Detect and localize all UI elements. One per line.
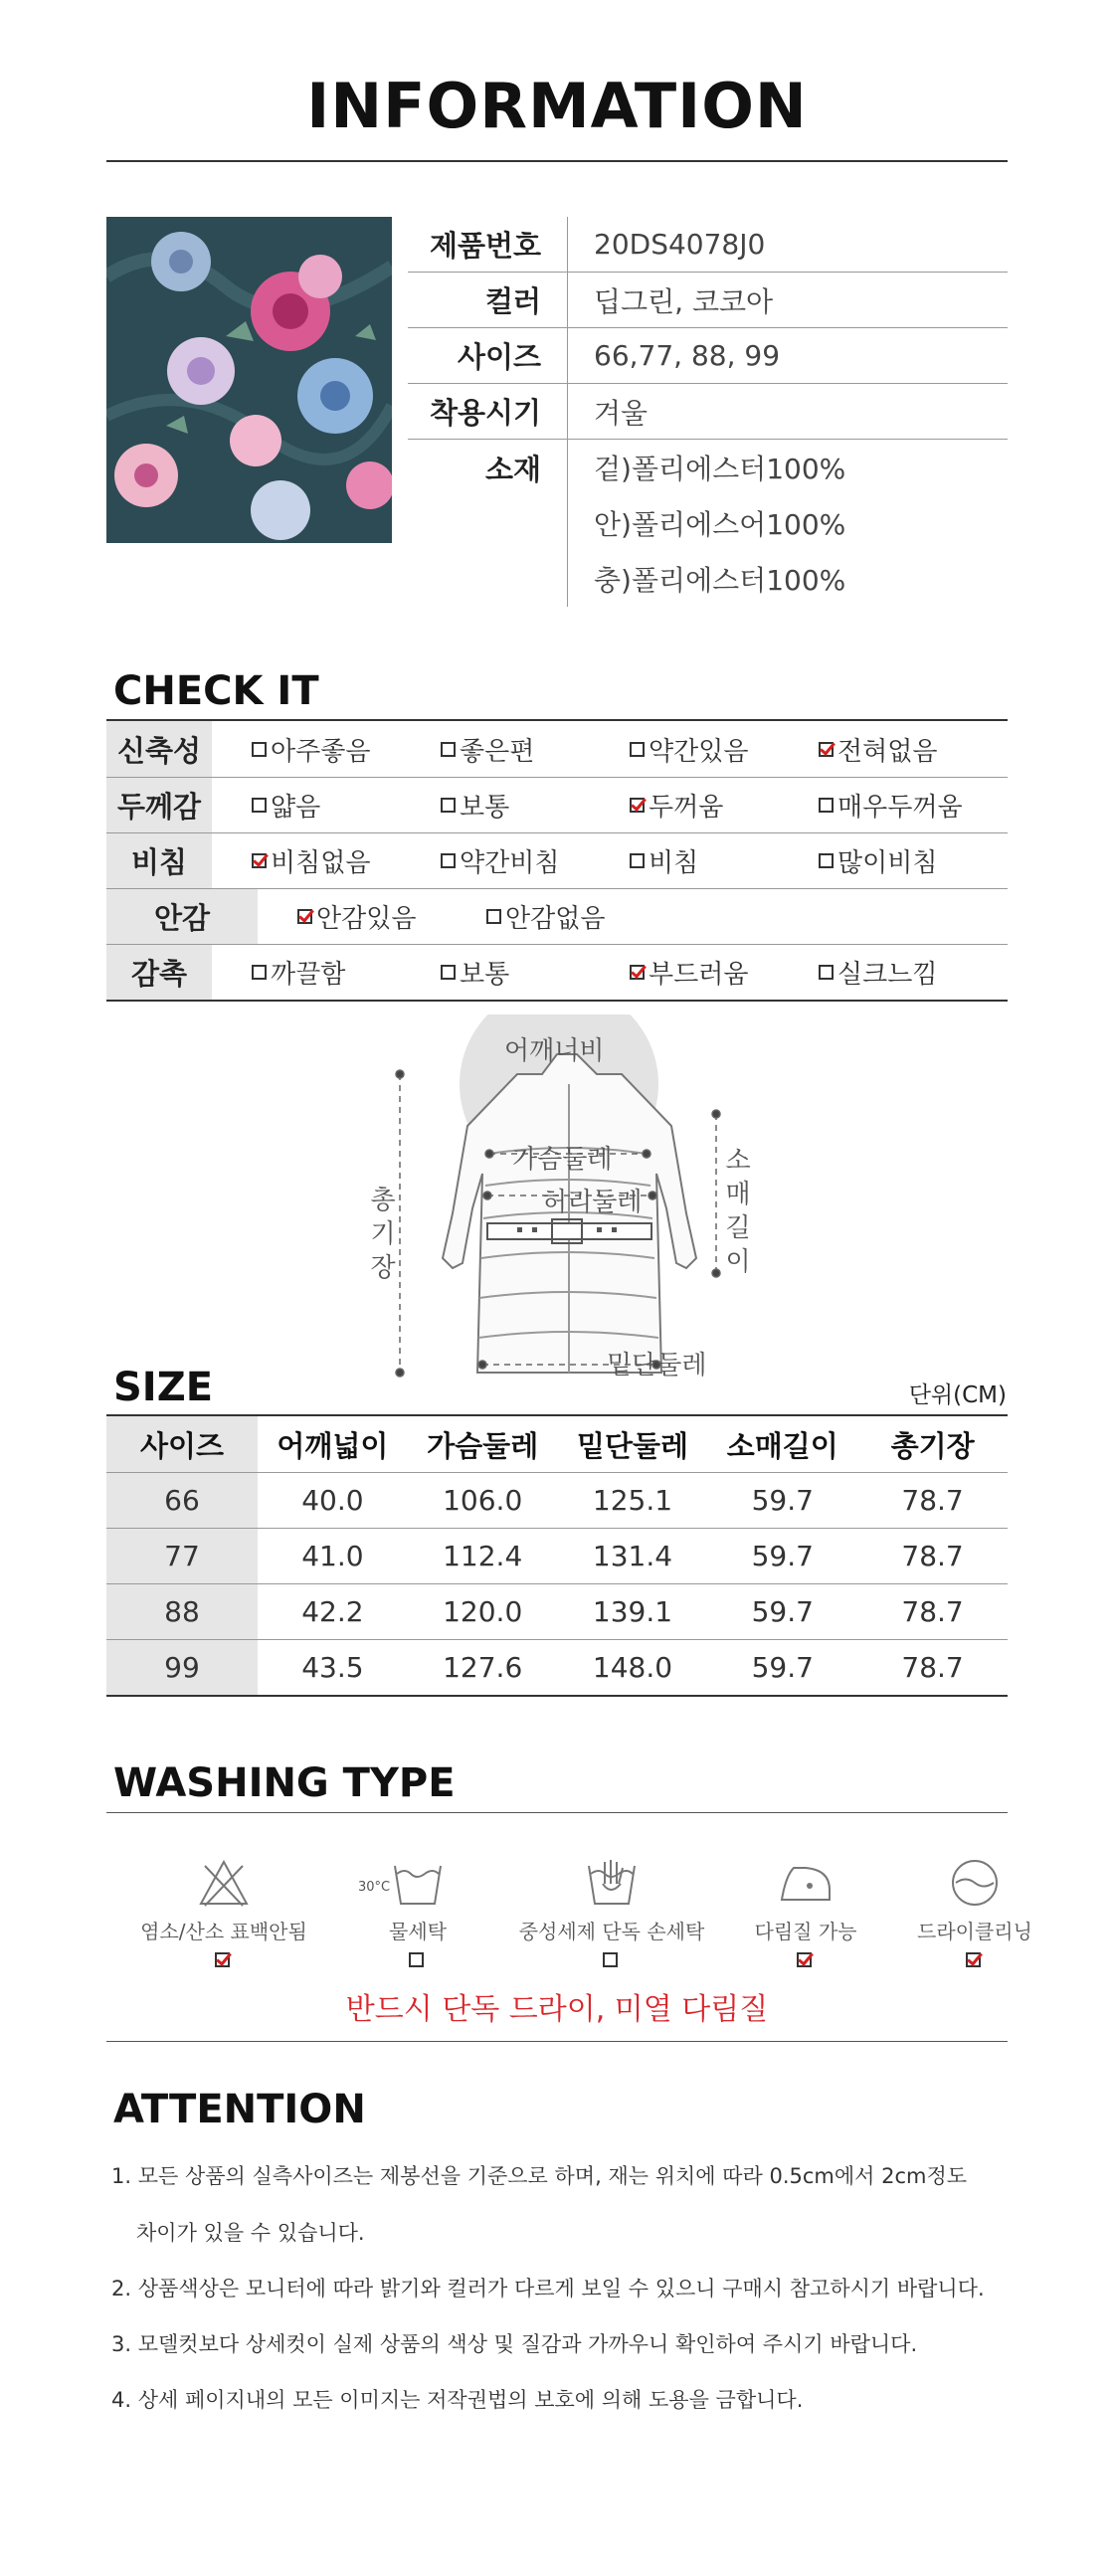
check-option bbox=[441, 731, 630, 768]
check-option bbox=[486, 898, 675, 935]
measurement-diagram bbox=[0, 1014, 1114, 1392]
size-cell: 139.1 bbox=[592, 1595, 673, 1628]
check-option bbox=[630, 731, 819, 768]
check-option bbox=[252, 787, 441, 824]
size-header: 소매길이 bbox=[726, 1428, 838, 1463]
size-cell: 131.4 bbox=[592, 1540, 673, 1572]
wash-label: 물세탁 bbox=[389, 1920, 447, 1943]
size-cell: 125.1 bbox=[592, 1484, 673, 1517]
size-unit: 단위(CM) bbox=[908, 1382, 1007, 1408]
check-label: 신축성 bbox=[106, 721, 212, 777]
page-title: INFORMATION bbox=[306, 70, 808, 142]
info-row-color bbox=[408, 273, 1008, 328]
checkbox bbox=[252, 798, 267, 813]
size-cell: 106.0 bbox=[443, 1484, 523, 1517]
check-section-title: CHECK IT bbox=[113, 668, 319, 714]
info-label: 컬러 bbox=[484, 284, 541, 318]
check-label: 감촉 bbox=[106, 945, 212, 1000]
option-label: 비침없음 bbox=[271, 848, 371, 878]
size-header: 어깨넓이 bbox=[277, 1428, 389, 1463]
info-label: 사이즈 bbox=[457, 340, 541, 374]
info-value: 딥그린, 코코아 bbox=[594, 284, 774, 318]
size-cell: 78.7 bbox=[901, 1595, 964, 1628]
attention-section-title: ATTENTION bbox=[113, 2087, 366, 2132]
size-cell: 78.7 bbox=[901, 1484, 964, 1517]
label-waist: 허리둘레 bbox=[542, 1188, 643, 1217]
option-label: 보통 bbox=[460, 960, 510, 990]
info-row-size bbox=[408, 328, 1008, 384]
checkbox bbox=[409, 1952, 424, 1967]
wash-item-dry-clean bbox=[890, 1840, 1059, 1967]
wash-item-no-bleach bbox=[114, 1840, 333, 1967]
size-header-row bbox=[106, 1416, 1008, 1472]
hand-wash-icon bbox=[585, 1856, 639, 1910]
size-row bbox=[106, 1639, 1008, 1695]
info-value: 겉)폴리에스터100% bbox=[594, 453, 846, 485]
size-cell: 120.0 bbox=[443, 1595, 523, 1628]
check-row-thickness bbox=[106, 777, 1008, 832]
wash-label: 다림질 가능 bbox=[754, 1920, 857, 1943]
size-table bbox=[106, 1414, 1008, 1697]
size-cell: 127.6 bbox=[443, 1651, 523, 1684]
label-chest: 가슴둘레 bbox=[512, 1145, 613, 1175]
size-cell: 66 bbox=[106, 1473, 258, 1528]
check-option bbox=[819, 954, 1008, 991]
size-cell: 42.2 bbox=[301, 1595, 364, 1628]
size-cell: 78.7 bbox=[901, 1651, 964, 1684]
checkbox-checked bbox=[215, 1952, 230, 1967]
size-row bbox=[106, 1472, 1008, 1528]
checkbox-checked bbox=[819, 742, 834, 757]
iron-icon bbox=[776, 1856, 836, 1910]
checkbox bbox=[441, 965, 456, 980]
option-label: 비침 bbox=[649, 848, 699, 878]
info-value: 겨울 bbox=[594, 396, 649, 430]
wash-item-water bbox=[333, 1840, 502, 1967]
checkbox-checked bbox=[252, 853, 267, 868]
check-table bbox=[106, 719, 1008, 1002]
label-length: 총 기 장 bbox=[370, 1186, 396, 1283]
checkbox-checked bbox=[797, 1952, 812, 1967]
washing-icons bbox=[114, 1840, 1059, 1967]
check-label: 두께감 bbox=[106, 778, 212, 832]
info-row-material bbox=[408, 440, 1008, 607]
dry-clean-icon bbox=[948, 1856, 1002, 1910]
option-label: 안감있음 bbox=[316, 904, 417, 934]
checkbox bbox=[819, 798, 834, 813]
size-cell: 59.7 bbox=[751, 1484, 814, 1517]
check-option bbox=[819, 731, 1008, 768]
size-cell: 59.7 bbox=[751, 1651, 814, 1684]
info-label: 착용시기 bbox=[429, 396, 541, 430]
size-cell: 88 bbox=[106, 1584, 258, 1639]
option-label: 약간비침 bbox=[460, 848, 560, 878]
size-header: 가슴둘레 bbox=[427, 1428, 539, 1463]
attention-line: 1. 모든 상품의 실측사이즈는 제봉선을 기준으로 하며, 재는 위치에 따라 0.5cm에서 2cm정도 bbox=[111, 2164, 968, 2188]
check-option bbox=[252, 954, 441, 991]
size-cell: 99 bbox=[106, 1640, 258, 1695]
label-sleeve: 소 매 길 이 bbox=[725, 1146, 751, 1277]
info-label: 소재 bbox=[484, 452, 541, 486]
checkbox bbox=[486, 909, 501, 924]
size-cell: 112.4 bbox=[443, 1540, 523, 1572]
wash-item-iron bbox=[721, 1840, 890, 1967]
label-hem: 밑단둘레 bbox=[607, 1351, 707, 1380]
wash-label: 드라이클리닝 bbox=[917, 1920, 1032, 1943]
info-label: 제품번호 bbox=[429, 229, 541, 263]
option-label: 보통 bbox=[460, 793, 510, 823]
checkbox bbox=[252, 965, 267, 980]
washing-divider bbox=[106, 1812, 1008, 1813]
no-bleach-icon bbox=[197, 1856, 251, 1910]
size-row bbox=[106, 1583, 1008, 1639]
checkbox-checked bbox=[630, 798, 645, 813]
checkbox bbox=[252, 742, 267, 757]
checkbox bbox=[441, 798, 456, 813]
checkbox bbox=[441, 742, 456, 757]
washing-section-title: WASHING TYPE bbox=[113, 1760, 456, 1806]
size-header: 밑단둘레 bbox=[576, 1428, 689, 1463]
check-option bbox=[819, 842, 1008, 879]
check-row-sheerness bbox=[106, 832, 1008, 888]
size-header: 사이즈 bbox=[106, 1416, 258, 1472]
info-value: 66,77, 88, 99 bbox=[594, 339, 781, 372]
option-label: 두꺼움 bbox=[649, 793, 724, 823]
checkbox bbox=[630, 742, 645, 757]
check-option bbox=[252, 842, 441, 879]
option-label: 아주좋음 bbox=[271, 736, 371, 767]
wash-30c-icon bbox=[391, 1856, 445, 1910]
washing-bottom-divider bbox=[106, 2041, 1008, 2042]
option-label: 약간있음 bbox=[649, 736, 749, 767]
size-cell: 43.5 bbox=[301, 1651, 364, 1684]
checkbox bbox=[603, 1952, 618, 1967]
attention-line: 2. 상품색상은 모니터에 따라 밝기와 컬러가 다르게 보일 수 있으니 구매시 참고하시기 바랍니다. bbox=[111, 2277, 985, 2300]
size-row bbox=[106, 1528, 1008, 1583]
option-label: 까끌함 bbox=[271, 960, 346, 990]
info-value: 충)폴리에스터100% bbox=[594, 564, 846, 597]
checkbox bbox=[819, 853, 834, 868]
option-label: 실크느낌 bbox=[837, 960, 938, 990]
check-label: 안감 bbox=[106, 889, 258, 944]
size-cell: 40.0 bbox=[301, 1484, 364, 1517]
check-option bbox=[819, 787, 1008, 824]
washing-note: 반드시 단독 드라이, 미열 다림질 bbox=[345, 1992, 769, 2027]
option-label: 많이비침 bbox=[837, 848, 938, 878]
checkbox-checked bbox=[297, 909, 312, 924]
check-option bbox=[630, 954, 819, 991]
checkbox bbox=[819, 965, 834, 980]
check-option bbox=[441, 842, 630, 879]
option-label: 좋은편 bbox=[460, 736, 535, 767]
wash-label: 중성세제 단독 손세탁 bbox=[518, 1920, 705, 1943]
info-row-product-number bbox=[408, 217, 1008, 273]
title-divider bbox=[106, 160, 1008, 162]
checkbox-checked bbox=[966, 1952, 981, 1967]
info-value: 안)폴리에스어100% bbox=[594, 508, 846, 541]
checkbox bbox=[441, 853, 456, 868]
size-header: 총기장 bbox=[890, 1428, 975, 1463]
size-section-title: SIZE bbox=[113, 1365, 214, 1410]
option-label: 전혀없음 bbox=[837, 736, 938, 767]
option-label: 안감없음 bbox=[505, 904, 606, 934]
label-shoulder: 어깨너비 bbox=[504, 1036, 605, 1066]
attention-line: 차이가 있을 수 있습니다. bbox=[136, 2221, 365, 2245]
check-option bbox=[630, 842, 819, 879]
size-cell: 78.7 bbox=[901, 1540, 964, 1572]
check-row-stretch bbox=[106, 721, 1008, 777]
size-cell: 41.0 bbox=[301, 1540, 364, 1572]
wash-temp: 30°C bbox=[358, 1880, 391, 1895]
check-option bbox=[441, 787, 630, 824]
check-option bbox=[252, 731, 441, 768]
option-label: 부드러움 bbox=[649, 960, 749, 990]
wash-item-hand-wash bbox=[502, 1840, 721, 1967]
size-cell: 77 bbox=[106, 1529, 258, 1583]
info-row-season bbox=[408, 384, 1008, 440]
attention-line: 4. 상세 페이지내의 모든 이미지는 저작권법의 보호에 의해 도용을 금합니다. bbox=[111, 2388, 804, 2412]
check-option bbox=[441, 954, 630, 991]
size-cell: 59.7 bbox=[751, 1540, 814, 1572]
checkbox-checked bbox=[630, 965, 645, 980]
attention-line: 3. 모델컷보다 상세컷이 실제 상품의 색상 및 질감과 가까우니 확인하여 주시기 바랍니다. bbox=[111, 2332, 918, 2356]
size-cell: 148.0 bbox=[592, 1651, 673, 1684]
option-label: 매우두꺼움 bbox=[837, 793, 963, 823]
check-option bbox=[630, 787, 819, 824]
product-fabric-image bbox=[106, 217, 392, 543]
info-value: 20DS4078J0 bbox=[594, 228, 766, 261]
check-row-lining bbox=[106, 888, 1008, 944]
product-info-table bbox=[408, 217, 1008, 607]
size-cell: 59.7 bbox=[751, 1595, 814, 1628]
check-row-texture bbox=[106, 944, 1008, 1000]
option-label: 얇음 bbox=[271, 793, 321, 823]
check-option bbox=[297, 898, 486, 935]
wash-label: 염소/산소 표백안됨 bbox=[140, 1920, 307, 1943]
check-label: 비침 bbox=[106, 833, 212, 888]
checkbox bbox=[630, 853, 645, 868]
